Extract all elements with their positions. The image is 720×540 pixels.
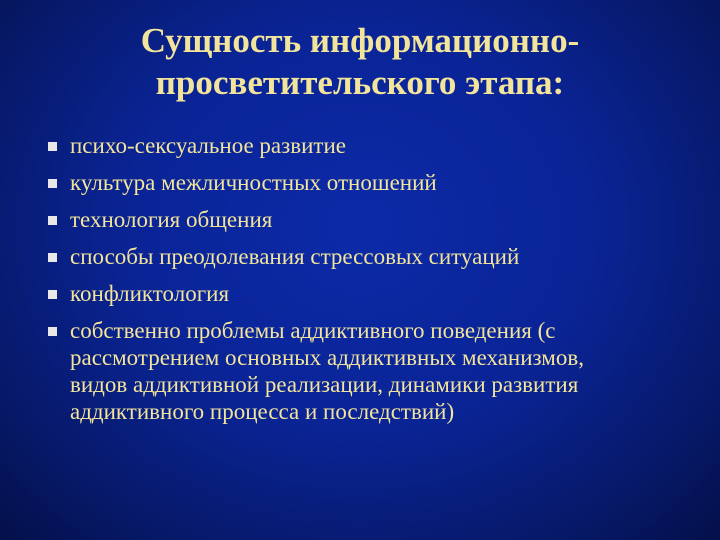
slide-title-line-1: Сущность информационно- — [140, 21, 580, 60]
bullet-item — [48, 243, 696, 270]
bullet-text: собственно проблемы аддиктивного поведения (с рассмотрением основных аддиктивных механизмов, видов аддиктивной реализации, динамики развития аддиктивного процесса и последствий) — [70, 318, 584, 424]
slide-title — [40, 20, 680, 104]
slide-title-line-2: просветительского этапа: — [155, 63, 565, 102]
bullet-text: технология общения — [70, 207, 273, 232]
square-bullet-icon — [48, 290, 57, 299]
bullet-text: психо-сексуальное развитие — [70, 133, 346, 158]
bullet-item — [48, 317, 696, 425]
bullet-text: культура межличностных отношений — [70, 170, 437, 195]
square-bullet-icon — [48, 179, 57, 188]
bullet-text: способы преодолевания стрессовых ситуаций — [70, 244, 520, 269]
square-bullet-icon — [48, 327, 57, 336]
square-bullet-icon — [48, 142, 57, 151]
bullet-item — [48, 280, 696, 307]
bullet-item — [48, 169, 696, 196]
square-bullet-icon — [48, 253, 57, 262]
square-bullet-icon — [48, 216, 57, 225]
bullet-list — [48, 132, 696, 435]
bullet-item — [48, 206, 696, 233]
bullet-text: конфликтология — [70, 281, 230, 306]
bullet-item — [48, 132, 696, 159]
